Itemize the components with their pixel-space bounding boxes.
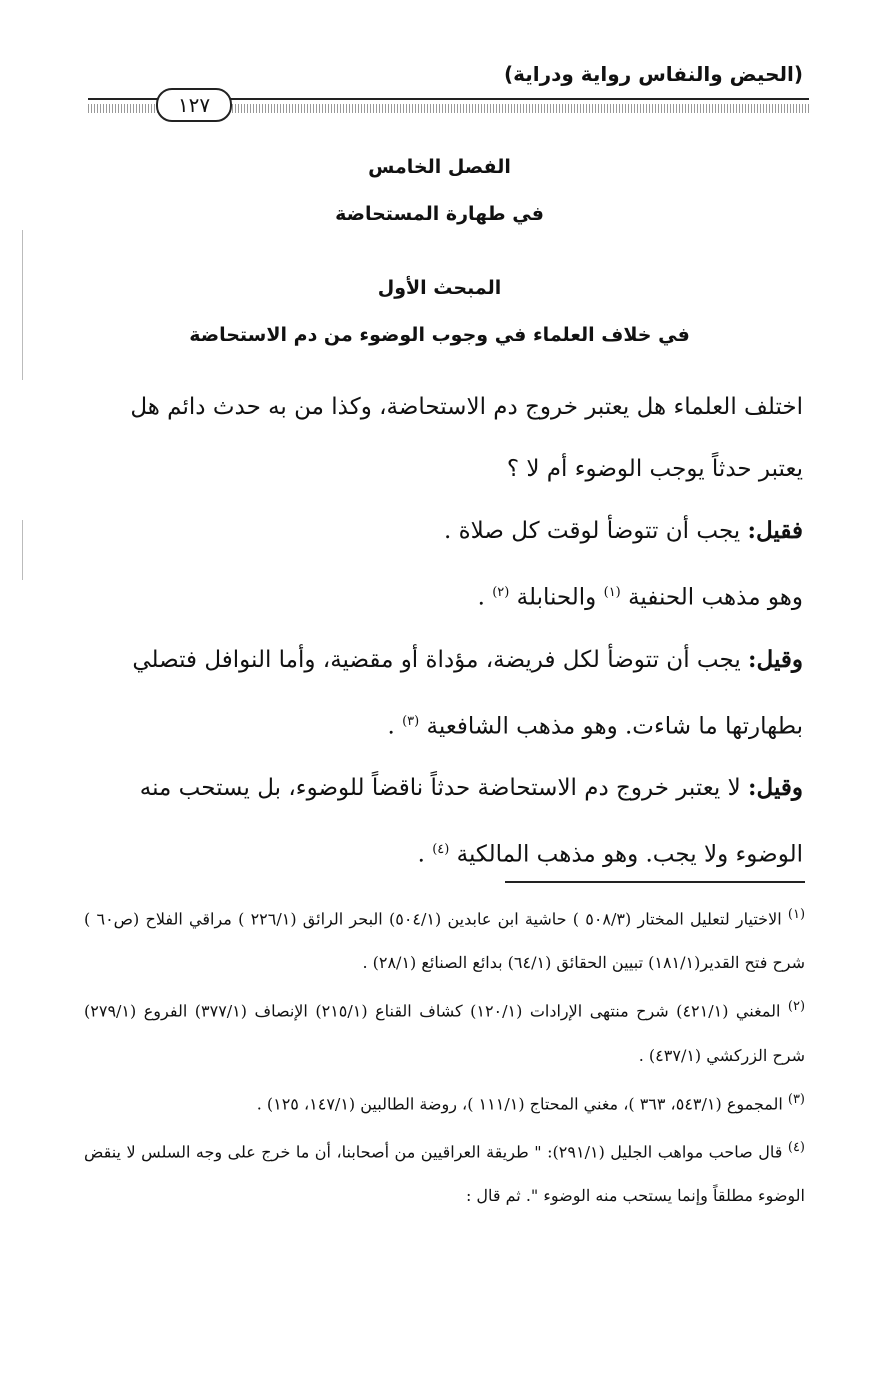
main-text <box>84 376 803 886</box>
footnote-ref[interactable]: (١) <box>603 585 621 600</box>
footnote-text: المجموع (٥٤٣/١، ٣٦٣ )، مغني المحتاج (١١١/١ )، روضة الطالبين (١٤٧/١، ١٢٥) . <box>256 1093 788 1113</box>
footnote <box>84 985 805 1077</box>
footnote-ref[interactable]: (٤) <box>432 842 450 858</box>
paragraph-text: لا يعتبر خروج دم الاستحاضة حدثاً ناقضاً للوضوء، بل يستحب منه الوضوء ولا يجب. وهو مذهب المالكية <box>139 775 803 868</box>
section-subtitle: في خلاف العلماء في وجوب الوضوء من دم الاستحاضة <box>189 324 690 346</box>
opinion-lead: فقيل: <box>747 517 803 544</box>
footnote-number: (٣) <box>787 1091 805 1107</box>
running-header: (الحيض والنفاس رواية ودراية) <box>503 62 803 86</box>
scan-margin-mark <box>22 230 23 380</box>
paragraph <box>84 562 803 629</box>
paragraph-text: . <box>477 584 485 611</box>
footnote-text: المغني (٤٢١/١) شرح منتهى الإرادات (١٢٠/١) كشاف القناع (٢١٥/١) الإنصاف (٣٧٧/١) الفروع (٢٧٩/١) شرح الزركشي (٤٣٧/١) . <box>84 1001 805 1065</box>
page-number: ١٢٧ <box>156 88 232 122</box>
footnote-ref[interactable]: (٢) <box>492 585 510 600</box>
paragraph-text: . <box>417 841 433 868</box>
opinion-lead: وقيل: <box>748 774 803 802</box>
chapter-title: الفصل الخامس <box>368 156 511 178</box>
paragraph <box>84 629 803 758</box>
paragraph <box>84 500 803 562</box>
paragraph-text: يجب أن تتوضأ لكل فريضة، مؤداة أو مقضية، وأما النوافل فتصلي بطهارتها ما شاءت. وهو مذهب الشافعية <box>132 646 803 740</box>
footnote-number: (٤) <box>787 1139 805 1155</box>
paragraph-text: يجب أن تتوضأ لوقت كل صلاة . <box>444 518 748 544</box>
paragraph-text: والحنابلة <box>516 584 597 611</box>
footnote-text: قال صاحب مواهب الجليل (٢٩١/١): " طريقة العراقيين من أصحابنا، أن ما خرج على وجه السلس لا ينقض الوضوء مطلقاً وإنما يستحب منه الوضوء ". ثم قال : <box>84 1142 805 1206</box>
footnote-ref[interactable]: (٣) <box>402 713 420 729</box>
footnote-number: (٢) <box>787 999 806 1015</box>
footnotes <box>84 893 805 1218</box>
footnote <box>84 1126 805 1218</box>
footnote <box>84 893 805 985</box>
paragraph <box>84 757 803 886</box>
opinion-lead: وقيل: <box>748 645 803 673</box>
footnote-number: (١) <box>787 907 806 922</box>
scan-margin-mark <box>22 520 23 580</box>
paragraph: اختلف العلماء هل يعتبر خروج دم الاستحاضة، وكذا من به حدث دائم هل يعتبر حدثاً يوجب الوضوء أم لا ؟ <box>130 394 803 482</box>
footnote-separator <box>505 881 805 883</box>
paragraph-text: وهو مذهب الحنفية <box>628 584 803 611</box>
footnote-text: الاختيار لتعليل المختار (٥٠٨/٣ ) حاشية ابن عابدين (٥٠٤/١) البحر الرائق (٢٢٦/١ ) مراقي الفلاح (ص٦٠ ) شرح فتح القدير(١٨١/١) تبيين الحقائق (٦٤/١) بدائع الصنائع (٢٨/١) . <box>84 909 805 973</box>
paragraph-text: . <box>387 713 403 740</box>
section-title: المبحث الأول <box>377 277 502 299</box>
chapter-subtitle: في طهارة المستحاضة <box>335 203 544 225</box>
footnote <box>84 1078 805 1126</box>
